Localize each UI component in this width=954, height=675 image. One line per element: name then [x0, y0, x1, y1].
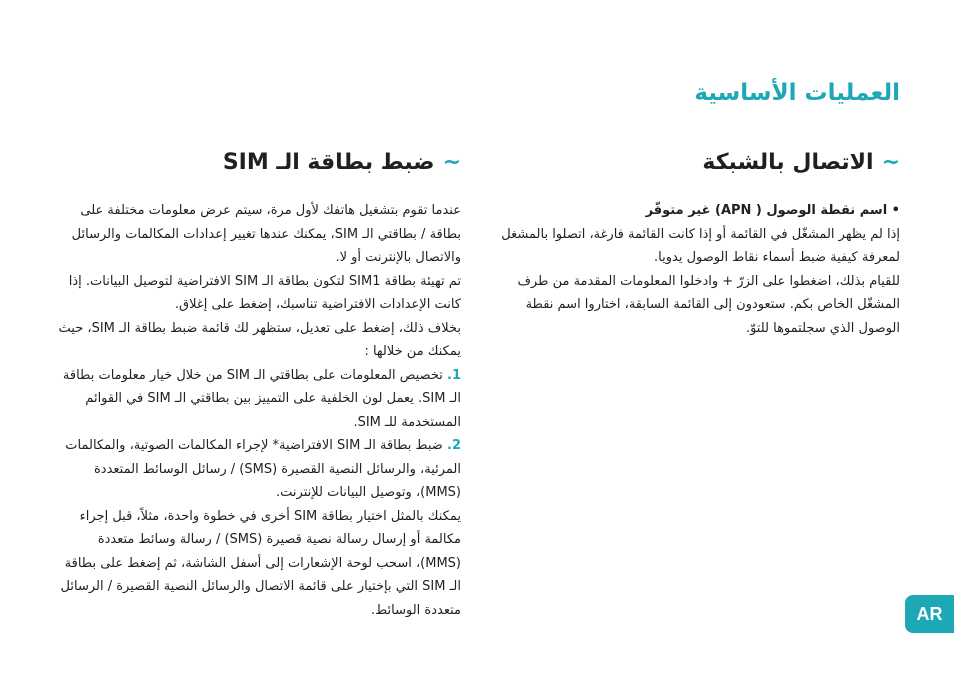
language-badge: AR [905, 595, 954, 633]
sim-heading-text: ضبط بطاقة الـ SIM [222, 150, 435, 175]
sim-heading [51, 150, 461, 175]
page-title: العمليات الأساسية [694, 80, 900, 106]
tilde-icon: ~ [442, 150, 461, 175]
sim-paragraph: تم تهيئة بطاقة SIM1 لتكون بطاقة الـ SIM الافتراضية لتوصيل البيانات. إذا كانت الإعدادات الافتراضية تناسبك، إضغط على إغلاق. [68, 273, 461, 312]
network-heading [490, 150, 900, 175]
network-paragraph: إذا لم يظهر المشغّل في القائمة أو إذا كانت القائمة فارغة، اتصلوا بالمشغل لمعرفة كيفية ضبط أسماء نقاط الوصول يدويا. [501, 226, 900, 265]
sim-section [51, 150, 461, 622]
tilde-icon: ~ [881, 150, 900, 175]
network-heading-text: الاتصال بالشبكة [702, 150, 874, 175]
sim-list-item [51, 434, 461, 505]
list-item-text: تخصيص المعلومات على بطاقتي الـ SIM من خلال خيار معلومات بطاقة الـ SIM. يعمل لون الخلفية على التمييز بين بطاقتي الـ SIM في القوائم المستخدمة للـ SIM. [62, 367, 461, 430]
apn-bullet-title: • اسم نقطة الوصول ( APN) غير متوفّر [645, 203, 900, 218]
list-number: 1. [447, 367, 461, 383]
network-section [490, 150, 900, 340]
sim-paragraph: يمكنك بالمثل اختيار بطاقة SIM أخرى في خطوة واحدة، مثلاً، قبل إجراء مكالمة أو إرسال رسالة نصية قصيرة (SMS) / رسالة وسائط متعددة (MMS)، اسحب لوحة الإشعارات إلى أسفل الشاشة، ثم إضغط على بطاقة الـ SIM التي بإختيار على قائمة الاتصال والرسائل النصية القصيرة / الرسائل متعددة الوسائط. [60, 508, 461, 618]
sim-paragraph: عندما تقوم بتشغيل هاتفك لأول مرة، سيتم عرض معلومات مختلفة على بطاقة / بطاقتي الـ SIM، يمكنك عندها تغيير إعدادات المكالمات والرسائل والاتصال بالإنترنت أو لا. [71, 203, 461, 265]
network-paragraph: للقيام بذلك، اضغطوا على الزرّ + وادخلوا المعلومات المقدمة من طرف المشغّل الخاص بكم. ستعودون إلى القائمة السابقة، اختاروا اسم نقطة الوصول الذي سجلتموها للتوّ. [517, 273, 900, 336]
list-number: 2. [447, 438, 461, 453]
sim-list-item [51, 364, 461, 435]
sim-paragraph: بخلاف ذلك، إضغط على تعديل، ستظهر لك قائمة ضبط بطاقة الـ SIM، حيث يمكنك من خلالها : [58, 320, 461, 359]
list-item-text: ضبط بطاقة الـ SIM الافتراضية* لإجراء المكالمات الصوتية، والمكالمات المرئية، والرسائل النصية القصيرة (SMS) / رسائل الوسائط المتعددة (MMS)، وتوصيل البيانات للإنترنت. [65, 438, 461, 500]
